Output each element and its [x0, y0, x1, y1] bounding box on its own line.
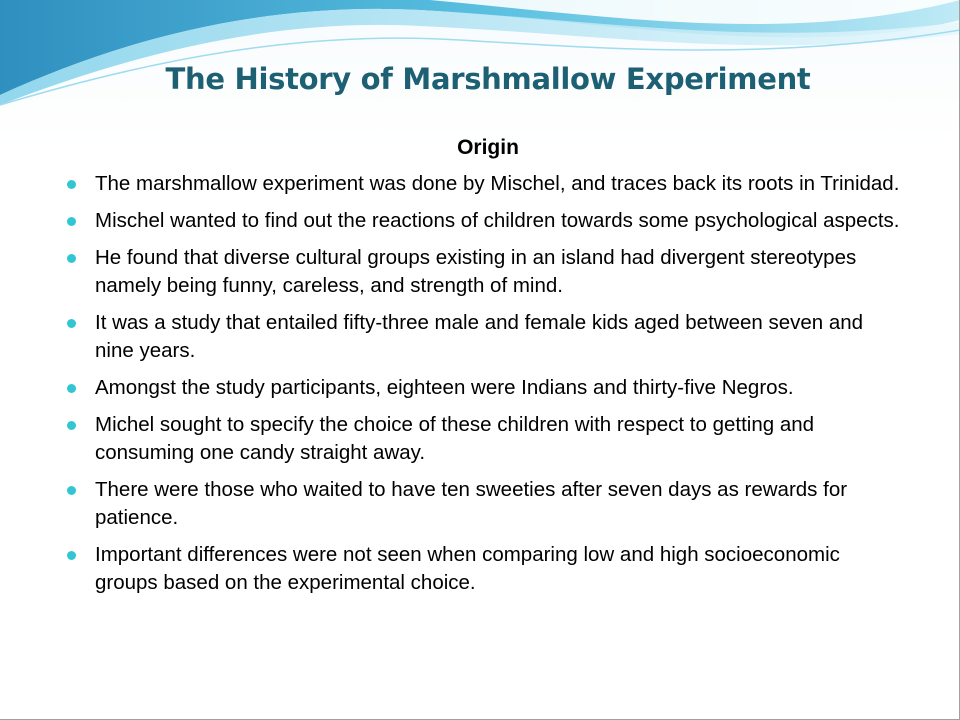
bullet-item — [64, 309, 904, 365]
bullet-item — [64, 541, 904, 597]
slide-title: The History of Marshmallow Experiment — [165, 62, 811, 96]
bullet-item — [64, 170, 904, 198]
bullet-item — [64, 244, 904, 300]
bullet-item — [64, 207, 904, 235]
bullet-text: He found that diverse cultural groups existing in an island had divergent stereotypes namely being funny, careless, and strength of mind. — [95, 246, 857, 297]
bullet-dot-icon — [67, 180, 76, 189]
bullet-text: The marshmallow experiment was done by Mischel, and traces back its roots in Trinidad. — [95, 172, 900, 195]
bullet-text: Amongst the study participants, eighteen were Indians and thirty-five Negros. — [95, 376, 794, 399]
bullet-list — [64, 170, 904, 606]
bullet-text: Mischel wanted to find out the reactions of children towards some psychological aspects. — [95, 209, 900, 232]
bullet-item — [64, 374, 904, 402]
bullet-item — [64, 411, 904, 467]
bullet-dot-icon — [67, 319, 76, 328]
bullet-item — [64, 476, 904, 532]
bullet-text: Important differences were not seen when comparing low and high socioeconomic groups based on the experimental choice. — [95, 543, 840, 594]
bullet-dot-icon — [67, 217, 76, 226]
bullet-dot-icon — [67, 551, 76, 560]
bullet-text: Michel sought to specify the choice of these children with respect to getting and consuming one candy straight away. — [95, 413, 815, 464]
bullet-text: There were those who waited to have ten sweeties after seven days as rewards for patience. — [95, 478, 848, 529]
bullet-dot-icon — [67, 254, 76, 263]
bullet-dot-icon — [67, 486, 76, 495]
bullet-dot-icon — [67, 421, 76, 430]
wave-banner — [0, 0, 960, 120]
section-heading: Origin — [457, 136, 519, 159]
bullet-text: It was a study that entailed fifty-three male and female kids aged between seven and nine years. — [95, 311, 864, 362]
bullet-dot-icon — [67, 384, 76, 393]
